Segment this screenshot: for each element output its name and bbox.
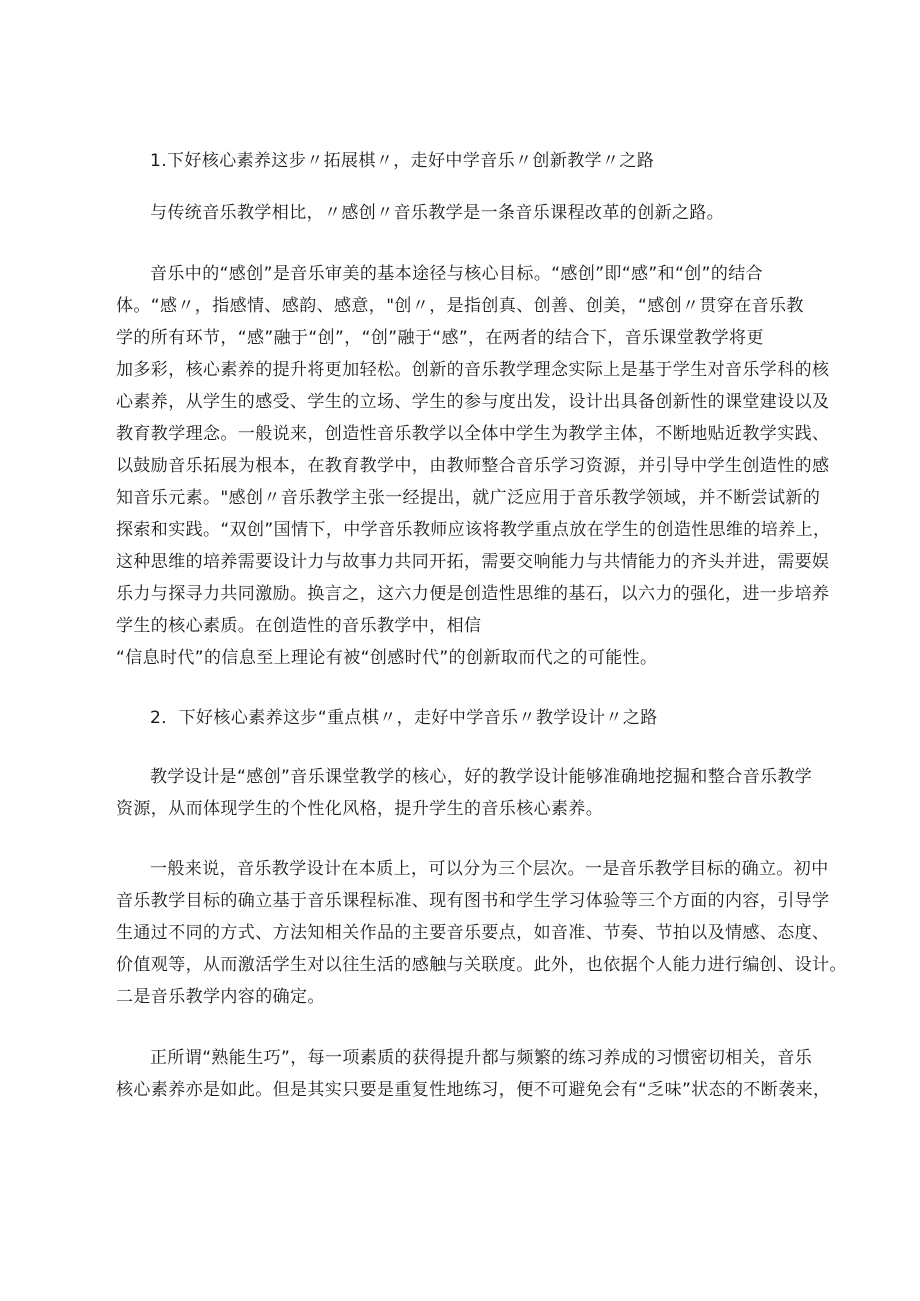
paragraph-1-line: 音乐中的“感创”是音乐审美的基本途径与核心目标。“感创”即“感”和“创”的结合 [150, 264, 764, 284]
paragraph-1-line: “信息时代”的信息至上理论有被“创感时代”的创新取而代之的可能性。 [116, 648, 658, 668]
paragraph-2-line: 资源，从而体现学生的个性化风格，提升学生的音乐核心素养。 [116, 799, 604, 819]
paragraph-1-line: 体。“感〃，指感情、感韵、感意，"创〃，是指创真、创善、创美，“感创〃贯穿在音乐教 [116, 296, 804, 316]
paragraph-1-line: 知音乐元素。"感创〃音乐教学主张一经提出，就广泛应用于音乐教学领域，并不断尝试新的 [116, 488, 821, 508]
paragraph-1-line: 教育教学理念。一般说来，创造性音乐教学以全体中学生为教学主体，不断地贴近教学实践、 [116, 424, 830, 444]
paragraph-2-line: 教学设计是“感创”音乐课堂教学的核心，好的教学设计能够准确地挖掘和整合音乐教学 [150, 767, 813, 787]
paragraph-1-line: 乐力与探寻力共同激励。换言之，这六力便是创造性思维的基石，以六力的强化，进一步培养 [116, 584, 830, 604]
paragraph-4-line: 正所谓“熟能生巧”，每一项素质的获得提升都与频繁的练习养成的习惯密切相关，音乐 [150, 1048, 813, 1068]
paragraph-3-line: 生通过不同的方式、方法知相关作品的主要音乐要点，如音准、节奏、节拍以及情感、态度、 [116, 923, 830, 943]
section-heading-1: 1.下好核心素养这步〃拓展棋〃，走好中学音乐〃创新教学〃之路 [150, 151, 655, 171]
paragraph-1-line: 这种思维的培养需要设计力与故事力共同开拓，需要交响能力与共情能力的齐头并进，需要娱 [116, 552, 830, 572]
section-heading-2: 2．下好核心素养这步“重点棋〃，走好中学音乐〃教学设计〃之路 [150, 708, 658, 728]
paragraph-3-line: 二是音乐教学内容的确定。 [116, 987, 325, 1007]
paragraph-1-line: 学生的核心素质。在创造性的音乐教学中，相信 [116, 616, 482, 636]
paragraph-3-line: 音乐教学目标的确立基于音乐课程标准、现有图书和学生学习体验等三个方面的内容，引导学 [116, 891, 830, 911]
paragraph-1-line: 加多彩，核心素养的提升将更加轻松。创新的音乐教学理念实际上是基于学生对音乐学科的核 [116, 360, 830, 380]
intro-paragraph-1: 与传统音乐教学相比，〃感创〃音乐教学是一条音乐课程改革的创新之路。 [150, 203, 725, 223]
paragraph-3-line: 价值观等，从而激活学生对以往生活的感触与关联度。此外，也依据个人能力进行编创、设计。 [116, 955, 847, 975]
paragraph-4-line: 核心素养亦是如此。但是其实只要是重复性地练习，便不可避免会有“乏味”状态的不断袭来， [116, 1080, 831, 1100]
paragraph-1-line: 学的所有环节，“感”融于“创”，“创”融于“感”，在两者的结合下，音乐课堂教学将更 [116, 328, 764, 348]
paragraph-1-line: 心素养，从学生的感受、学生的立场、学生的参与度出发，设计出具备创新性的课堂建设以及 [116, 392, 830, 412]
paragraph-1-line: 以鼓励音乐拓展为根本，在教育教学中，由教师整合音乐学习资源，并引导中学生创造性的感 [116, 456, 830, 476]
paragraph-1-line: 探索和实践。“双创”国情下，中学音乐教师应该将教学重点放在学生的创造性思维的培养上， [116, 520, 831, 540]
paragraph-3-line: 一般来说，音乐教学设计在本质上，可以分为三个层次。一是音乐教学目标的确立。初中 [150, 859, 829, 879]
